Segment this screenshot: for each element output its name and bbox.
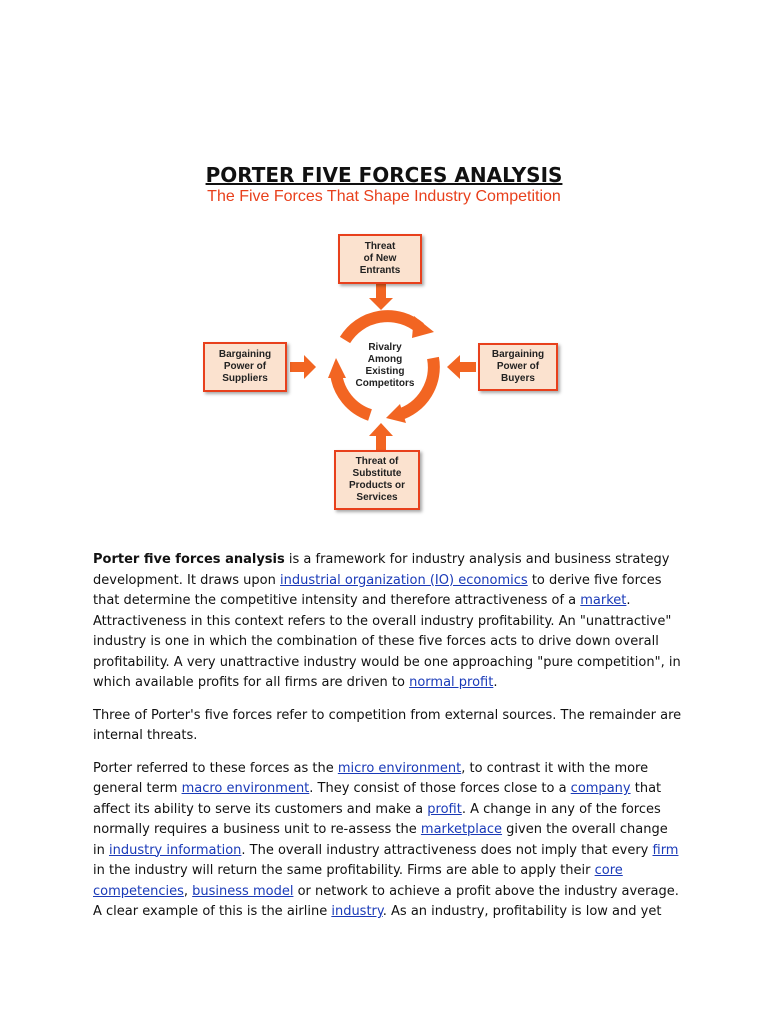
- link-normal-profit[interactable]: normal profit: [409, 675, 494, 690]
- diagram-subtitle: The Five Forces That Shape Industry Competition: [207, 188, 561, 205]
- text-span: to derive five forces that determine the competitive intensity and therefore attractiveness of a: [93, 572, 662, 608]
- arrow-down-from-top: [369, 284, 393, 310]
- link-profit[interactable]: profit: [427, 801, 462, 817]
- text-span: . A change in any of the forces normally requires a business unit to re-assess the: [93, 801, 661, 837]
- arrow-up-from-bottom: [369, 423, 393, 450]
- text-span: . Attractiveness in this context refers to the overall industry profitability. An "unattractive" industry is one in which the combination of these five forces acts to drive down overall profitability. A very unattractive industry would be one approaching "pure competition", in which available profits for all firms are driven to: [93, 593, 681, 690]
- link-industry[interactable]: industry: [331, 904, 383, 919]
- text-span: . They consist of those forces close to a: [309, 781, 571, 796]
- link-company[interactable]: company: [570, 781, 631, 796]
- link-firm[interactable]: firm: [652, 842, 679, 858]
- force-threat-new-entrants: Threat of New Entrants: [338, 234, 422, 284]
- term-bold: Porter five forces analysis: [93, 552, 285, 567]
- five-forces-diagram: [200, 228, 570, 518]
- rivalry-label: Rivalry Among Existing Competitors: [355, 342, 415, 389]
- arrow-left-from-right: [447, 355, 476, 379]
- text-span: is a framework for industry analysis and business strategy development. It draws upon: [93, 552, 670, 588]
- text-span: .: [493, 675, 498, 690]
- text-span: . As an industry, profitability is low and yet: [382, 904, 662, 919]
- force-threat-substitutes: Threat of Substitute Products or Services: [334, 450, 420, 510]
- link-core-competencies[interactable]: core competencies: [93, 863, 623, 899]
- link-business-model[interactable]: business model: [192, 883, 294, 899]
- paragraph-2: Three of Porter's five forces refer to competition from external sources. The remainder are internal threats.: [93, 707, 682, 743]
- force-supplier-power: Bargaining Power of Suppliers: [203, 342, 287, 392]
- paragraph-3: [93, 759, 683, 923]
- text-span: ,: [183, 883, 193, 899]
- force-buyer-power: Bargaining Power of Buyers: [478, 343, 558, 391]
- page-title: PORTER FIVE FORCES ANALYSIS: [205, 163, 563, 188]
- text-span: in the industry will return the same profitability. Firms are able to apply their: [93, 863, 595, 878]
- text-span: given the overall change in: [93, 822, 668, 858]
- link-io-economics[interactable]: industrial organization (IO) economics: [280, 572, 528, 588]
- text-span: , to contrast it with the more general term: [93, 760, 649, 796]
- text-span: that affect its ability to serve its customers and make a: [93, 781, 662, 817]
- link-market[interactable]: market: [580, 593, 627, 608]
- text-span: Porter referred to these forces as the: [93, 760, 338, 776]
- arrow-right-from-left: [290, 355, 316, 379]
- paragraph-1: [93, 550, 683, 694]
- text-span: or network to achieve a profit above the industry average. A clear example of this is the airline: [93, 883, 679, 919]
- link-micro-environment[interactable]: micro environment: [337, 760, 462, 776]
- link-marketplace[interactable]: marketplace: [420, 822, 503, 837]
- article-body: [93, 550, 683, 935]
- link-macro-environment[interactable]: macro environment: [181, 781, 310, 796]
- link-industry-information[interactable]: industry information: [108, 842, 242, 858]
- text-span: . The overall industry attractiveness does not imply that every: [241, 842, 653, 858]
